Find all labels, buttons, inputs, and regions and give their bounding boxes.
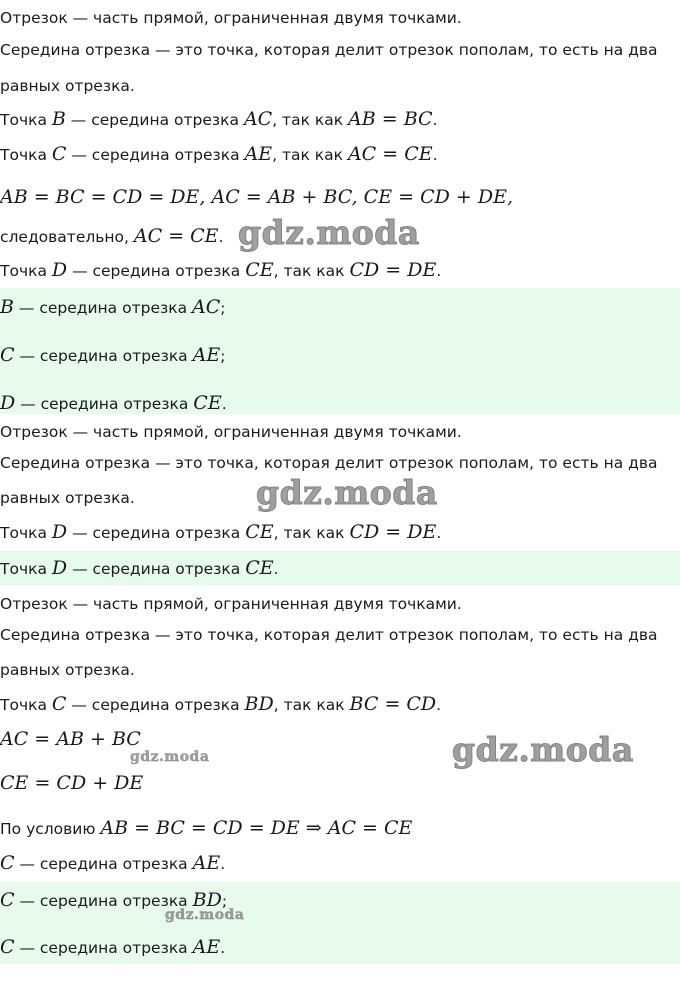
statement-line: Точка B — середина отрезка AC, так как AB = BC.: [0, 108, 438, 130]
answer-line: C — середина отрезка AE.: [0, 936, 226, 958]
definition-midpoint-cont: равных отрезка.: [0, 489, 135, 507]
definition-segment: Отрезок — часть прямой, ограниченная двумя точками.: [0, 423, 462, 441]
conclusion-line: следовательно, AC = CE.: [0, 225, 224, 247]
definition-segment: Отрезок — часть прямой, ограниченная двумя точками.: [0, 595, 462, 613]
definition-midpoint-cont: равных отрезка.: [0, 77, 135, 95]
watermark: gdz.moda: [256, 473, 438, 512]
condition-line: По условию AB = BC = CD = DE ⇒ AC = CE: [0, 817, 413, 839]
conclusion-line: C — середина отрезка AE.: [0, 852, 226, 874]
statement-line: Точка D — середина отрезка CE, так как CD = DE.: [0, 521, 442, 543]
equation-line: AC = AB + BC: [0, 728, 141, 750]
watermark: gdz.moda: [452, 730, 634, 769]
answer-line: B — середина отрезка AC;: [0, 296, 226, 318]
answer-line: C — середина отрезка AE;: [0, 344, 226, 366]
watermark: gdz.moda: [165, 907, 245, 923]
answer-line: C — середина отрезка BD;: [0, 889, 228, 911]
watermark: gdz.moda: [238, 213, 420, 252]
statement-line: Точка D — середина отрезка CE, так как CD = DE.: [0, 259, 442, 281]
equation-line: AB = BC = CD = DE, AC = AB + BC, CE = CD + DE,: [0, 186, 513, 208]
answer-line: Точка D — середина отрезка CE.: [0, 557, 279, 579]
equation-line: CE = CD + DE: [0, 772, 144, 794]
statement-line: Точка C — середина отрезка BD, так как BC = CD.: [0, 693, 442, 715]
watermark: gdz.moda: [130, 749, 210, 765]
statement-line: Точка C — середина отрезка AE, так как AC = CE.: [0, 143, 438, 165]
definition-midpoint: Середина отрезка — это точка, которая делит отрезок пополам, то есть на два: [0, 41, 658, 59]
definition-segment: Отрезок — часть прямой, ограниченная двумя точками.: [0, 9, 462, 27]
definition-midpoint: Середина отрезка — это точка, которая делит отрезок пополам, то есть на два: [0, 626, 658, 644]
definition-midpoint: Середина отрезка — это точка, которая делит отрезок пополам, то есть на два: [0, 454, 658, 472]
answer-line: D — середина отрезка CE.: [0, 392, 227, 414]
definition-midpoint-cont: равных отрезка.: [0, 661, 135, 679]
